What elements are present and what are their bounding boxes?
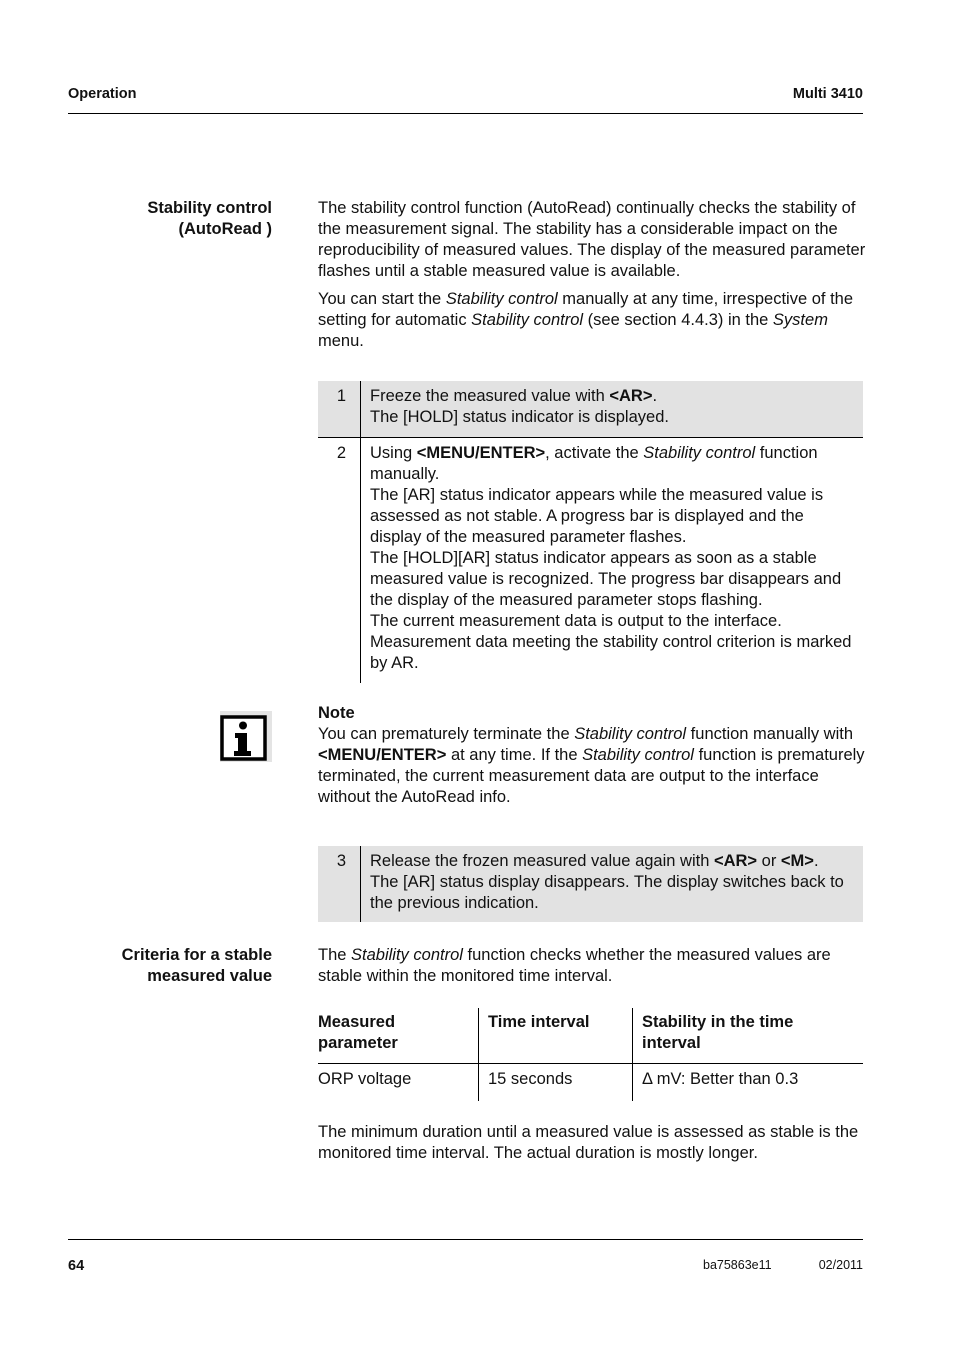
- stability-para1: The stability control function (AutoRead) continually checks the stability of the measurement signal. The stability has a considerable impact on the reproducibility of measured values. The display of the measured parameter flashes until a stable measured value is available.: [318, 199, 866, 280]
- header-rule: [68, 113, 863, 114]
- step-text: [361, 846, 863, 922]
- criteria-closing-text: The minimum duration until a measured value is assessed as stable is the monitored time interval. The actual duration is mostly longer.: [318, 1123, 859, 1162]
- step-number: [318, 438, 361, 683]
- step-line: [370, 386, 857, 407]
- step-row-1: [318, 381, 863, 438]
- steps-table: [318, 381, 863, 683]
- note-title: Note: [318, 704, 355, 722]
- text-run: at any time. If the: [446, 746, 583, 764]
- text-run: manually at any time, irrespective of the setting for automatic: [318, 290, 854, 329]
- step-line: The [AR] status display disappears. The display switches back to the previous indication.: [370, 873, 844, 912]
- text-run: function is prematurely terminated, the current measurement data are output to the interface without the AutoRead info.: [318, 746, 865, 806]
- column-header: Stability in the time interval: [633, 1008, 864, 1064]
- note-text: [318, 724, 866, 808]
- column-header: Measured parameter: [318, 1008, 479, 1064]
- step-line: The [HOLD] status indicator is displayed.: [370, 408, 669, 426]
- criteria-heading-line2: measured value: [147, 967, 272, 985]
- stability-heading: [68, 198, 272, 240]
- step-text: [361, 381, 863, 437]
- table-cell: 15 seconds: [479, 1064, 633, 1102]
- table-row: [318, 1064, 863, 1102]
- criteria-table: [318, 1008, 863, 1101]
- key-label: <MENU/ENTER>: [416, 444, 546, 462]
- text-run: Freeze the measured value with: [370, 387, 610, 405]
- criteria-heading: [68, 945, 272, 987]
- text-run: .: [813, 852, 819, 870]
- header-section: Operation: [68, 86, 137, 102]
- step-row-3: [318, 846, 863, 922]
- text-run: You can prematurely terminate the: [318, 725, 575, 743]
- criteria-heading-line1: Criteria for a stable: [121, 946, 272, 964]
- text-run: The: [318, 946, 352, 964]
- steps-table-2: [318, 846, 863, 922]
- stability-heading-line1: Stability control: [147, 199, 272, 217]
- step-line: The [AR] status indicator appears while the measured value is assessed as not stable. A progress bar is displayed and the display of the measured parameter flashes.: [370, 486, 824, 546]
- text-italic: Stability control: [445, 290, 558, 308]
- step-line: The current measurement data is output to the interface. Measurement data meeting the stability control criterion is marked by AR.: [370, 612, 852, 672]
- text-italic: Stability control: [351, 946, 463, 964]
- doc-id: ba75863e11: [703, 1258, 772, 1272]
- criteria-intro-text: [318, 945, 866, 987]
- step-number-text: 3: [336, 852, 346, 870]
- criteria-closing: [318, 1122, 866, 1164]
- stability-body: [318, 198, 866, 352]
- text-run: function manually.: [370, 444, 818, 483]
- text-run: Using: [370, 444, 417, 462]
- key-label: <AR>: [713, 852, 758, 870]
- table-cell: ORP voltage: [318, 1070, 412, 1088]
- page-number: 64: [68, 1258, 85, 1274]
- key-label: <MENU/ENTER>: [318, 746, 447, 764]
- text-run: function checks whether the measured values are stable within the monitored time interval.: [318, 946, 831, 985]
- stability-para2: [318, 289, 866, 352]
- stability-heading-line2: (AutoRead ): [178, 220, 272, 238]
- criteria-table-wrap: [318, 1008, 863, 1101]
- text-italic: System: [772, 311, 828, 329]
- text-run: or: [757, 852, 781, 870]
- text-run: function manually with: [686, 725, 854, 743]
- text-run: Release the frozen measured value again with: [370, 852, 714, 870]
- doc-date: 02/2011: [818, 1258, 863, 1272]
- step-row-2: [318, 438, 863, 683]
- text-italic: Stability control: [643, 444, 756, 462]
- text-run: menu.: [318, 332, 364, 350]
- info-icon: [220, 711, 272, 762]
- step-number: [318, 846, 361, 922]
- text-run: , activate the: [545, 444, 644, 462]
- text-italic: Stability control: [574, 725, 687, 743]
- note-body: [318, 703, 866, 808]
- step-line: [370, 851, 857, 872]
- step-number: [318, 381, 361, 437]
- text-italic: Stability control: [582, 746, 694, 764]
- step-number-text: 1: [336, 387, 346, 405]
- text-run: .: [652, 387, 658, 405]
- key-label: <M>: [780, 852, 814, 870]
- table-cell: Δ mV: Better than 0.3: [633, 1064, 864, 1102]
- key-label: <AR>: [609, 387, 653, 405]
- column-header: Time interval: [479, 1008, 633, 1064]
- criteria-header-row: [318, 1008, 863, 1064]
- step-line: [370, 443, 857, 485]
- text-run: You can start the: [318, 290, 446, 308]
- step-text: [361, 438, 863, 683]
- text-run: (see section 4.4.3) in the: [583, 311, 773, 329]
- text-italic: Stability control: [471, 311, 584, 329]
- criteria-intro: [318, 945, 866, 987]
- step-line: The [HOLD][AR] status indicator appears as soon as a stable measured value is recognized. The progress bar disappears and the display of the measured parameter stops flashing.: [370, 549, 842, 609]
- footer-rule: [68, 1239, 863, 1240]
- header-product: Multi 3410: [792, 86, 863, 102]
- step-number-text: 2: [336, 444, 346, 462]
